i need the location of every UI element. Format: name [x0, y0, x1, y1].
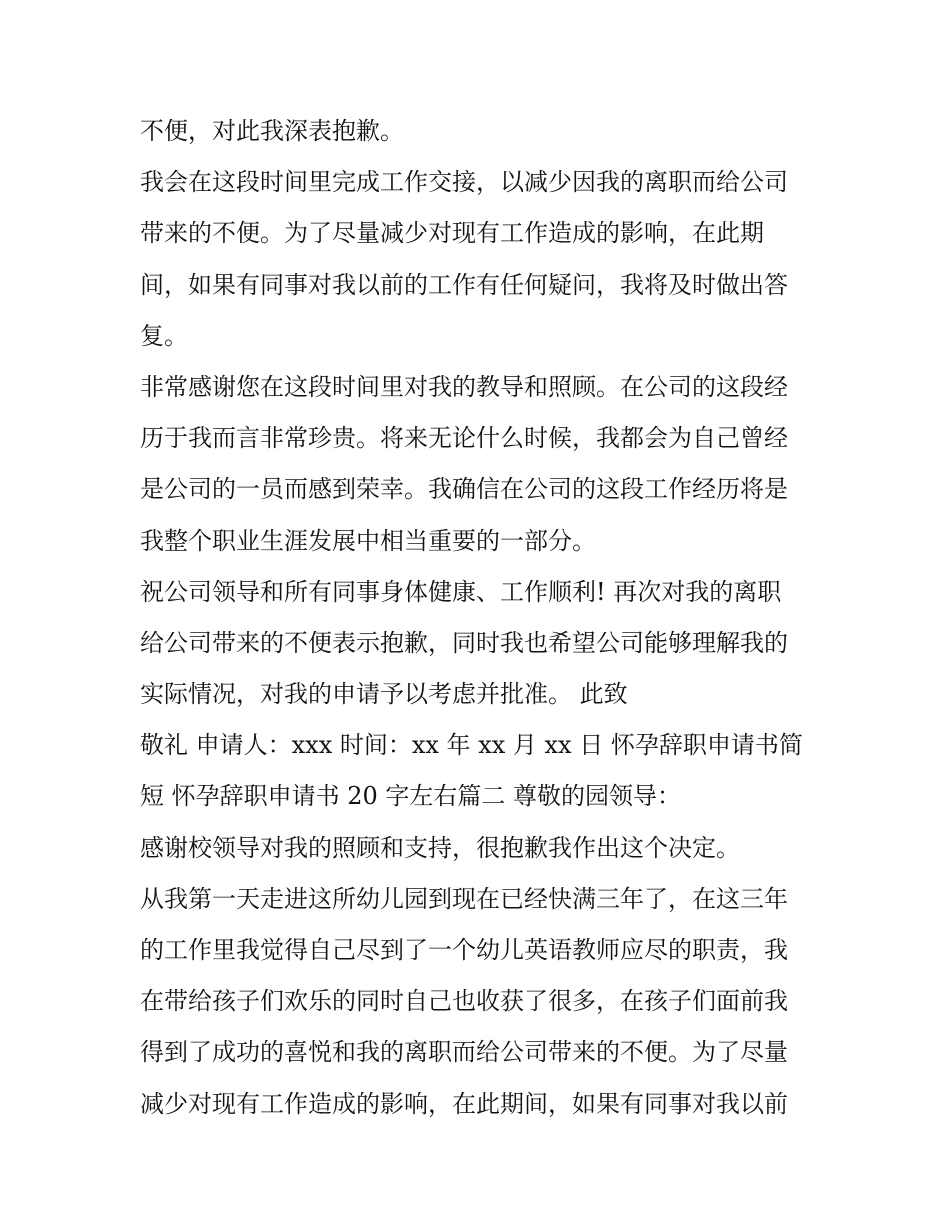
document-body	[140, 106, 820, 1130]
text-line: 我整个职业生涯发展中相当重要的一部分。	[140, 526, 596, 555]
text-line: 短 怀孕辞职申请书 20 字左右篇二 尊敬的园领导：	[140, 782, 682, 811]
text-line: 敬礼 申请人：xxx 时间：xx 年 xx 月 xx 日 怀孕辞职申请书简	[140, 731, 803, 760]
text-line: 减少对现有工作造成的影响，在此期间，如果有同事对我以前	[140, 1089, 788, 1118]
text-line: 带来的不便。为了尽量减少对现有工作造成的影响，在此期	[140, 219, 764, 248]
text-line: 复。	[140, 321, 188, 350]
text-line: 实际情况，对我的申请予以考虑并批准。 此致	[140, 680, 628, 709]
text-line: 历于我而言非常珍贵。将来无论什么时候，我都会为自己曾经	[140, 424, 788, 453]
text-line: 的工作里我觉得自己尽到了一个幼儿英语教师应尽的职责，我	[140, 936, 788, 964]
text-line: 是公司的一员而感到荣幸。我确信在公司的这段工作经历将是	[140, 475, 788, 504]
text-line: 感谢校领导对我的照顾和支持，很抱歉我作出这个决定。	[140, 833, 740, 862]
text-line: 从我第一天走进这所幼儿园到现在已经快满三年了，在这三年	[140, 884, 788, 913]
text-line: 不便，对此我深表抱歉。	[140, 117, 404, 145]
text-line: 给公司带来的不便表示抱歉，同时我也希望公司能够理解我的	[140, 628, 788, 657]
text-line: 间，如果有同事对我以前的工作有任何疑问，我将及时做出答	[140, 270, 788, 299]
text-line: 在带给孩子们欢乐的同时自己也收获了很多，在孩子们面前我	[140, 987, 788, 1016]
text-line: 祝公司领导和所有同事身体健康、工作顺利! 再次对我的离职	[140, 577, 782, 606]
text-line: 我会在这段时间里完成工作交接，以减少因我的离职而给公司	[140, 168, 788, 197]
text-line: 非常感谢您在这段时间里对我的教导和照顾。在公司的这段经	[140, 372, 788, 401]
text-line: 得到了成功的喜悦和我的离职而给公司带来的不便。为了尽量	[140, 1038, 788, 1067]
